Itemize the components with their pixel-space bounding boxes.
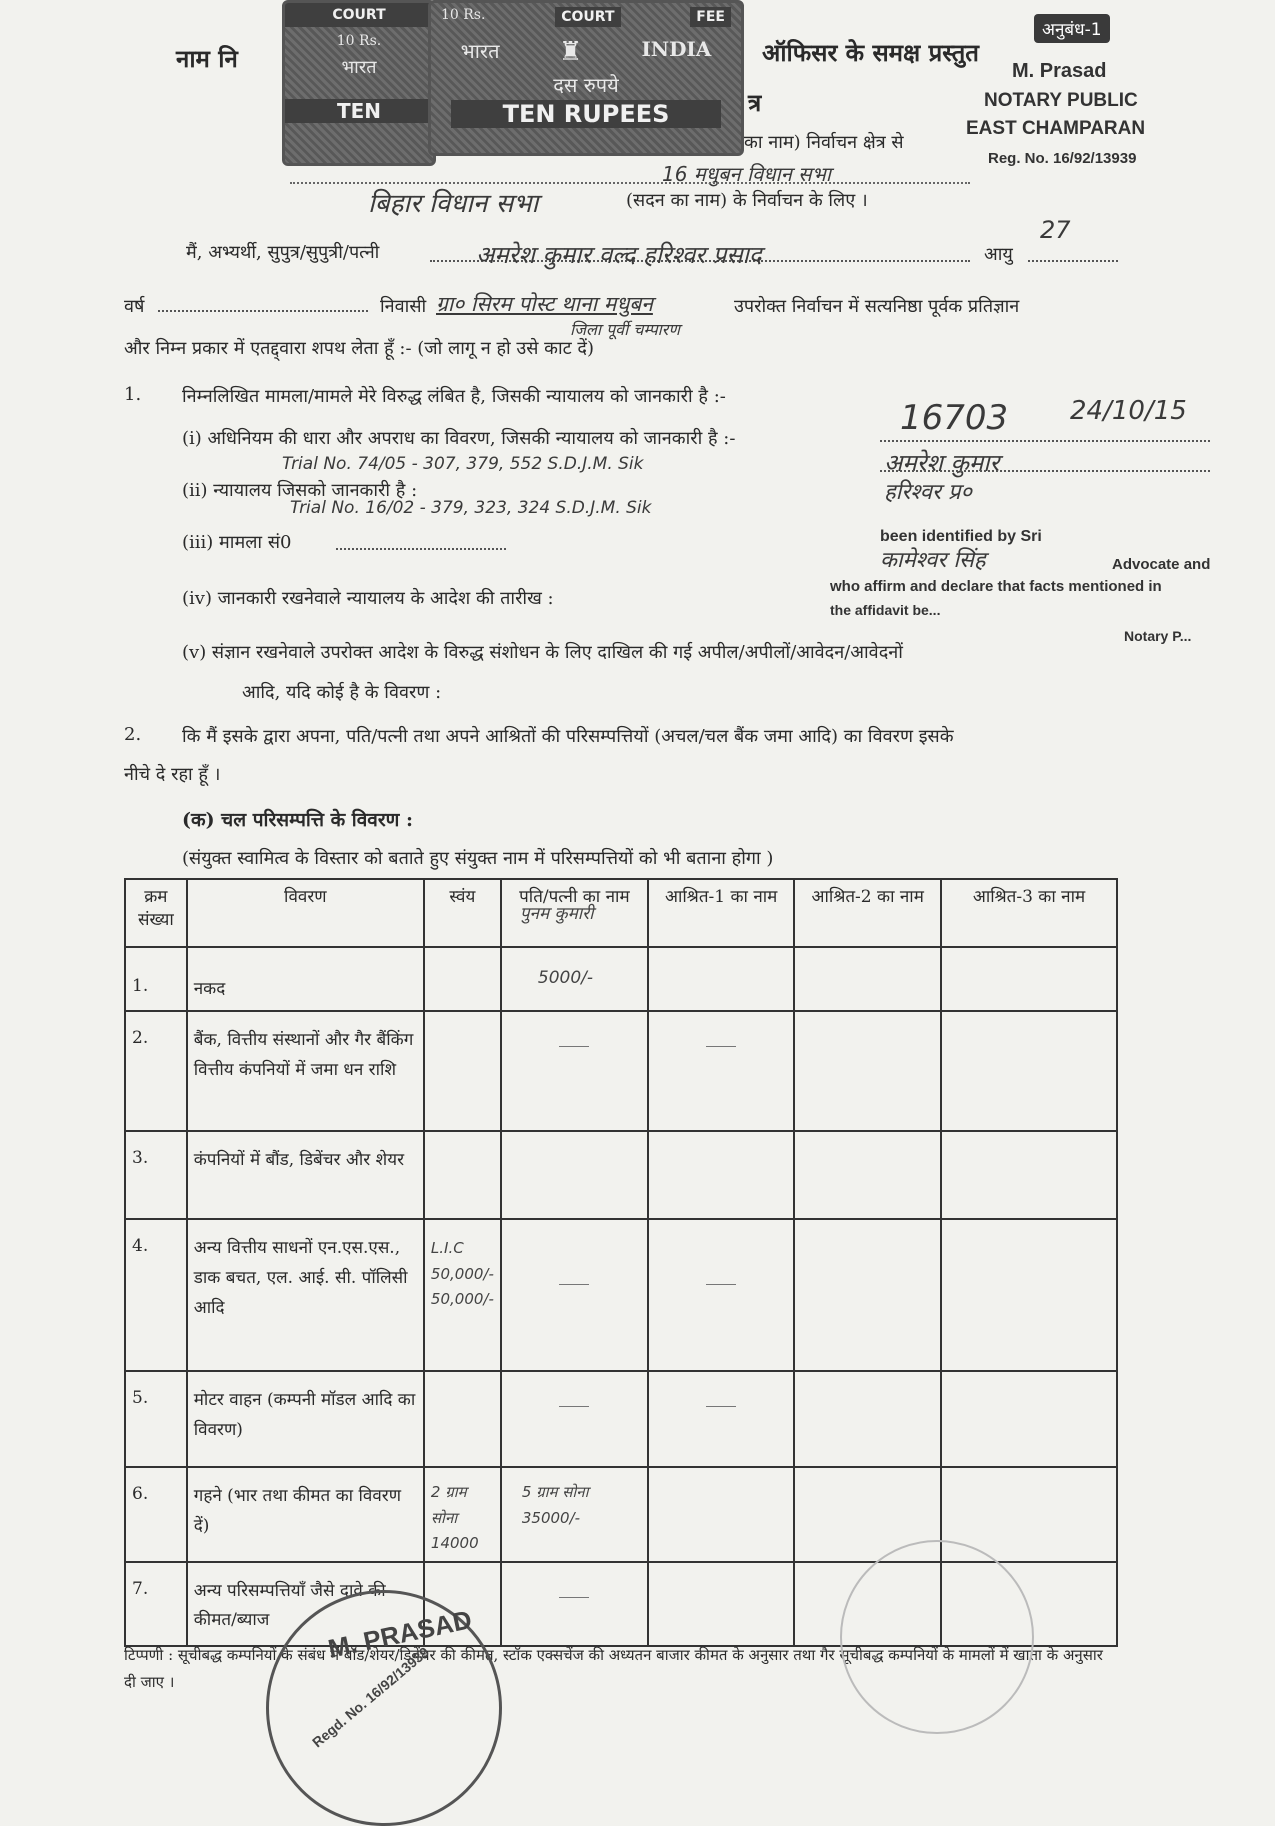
table-row: [125, 1219, 1117, 1371]
row-self-value: [424, 1011, 501, 1131]
handwritten-house: बिहार विधान सभा: [368, 189, 539, 219]
stamp-country: भारत: [341, 57, 377, 78]
stamp-denomination: 10 Rs.: [441, 7, 486, 23]
stamp-denomination: 10 Rs.: [336, 33, 382, 49]
row-dependent-2-value: [794, 947, 941, 1011]
row-dependent-2-value: [794, 1011, 941, 1131]
row-spouse-value: 5 ग्राम सोना 35000/-: [501, 1467, 648, 1562]
notary-reg: Reg. No. 16/92/13939: [988, 150, 1137, 167]
row-dependent-2-value: [794, 1131, 941, 1219]
title-line2: त्र: [748, 88, 762, 117]
candidate-prefix: मैं, अभ्यर्थी, सुपुत्र/सुपुत्री/पत्नी: [186, 242, 380, 263]
handwritten-candidate: अमरेश कुमार वल्द हरिश्वर प्रसाद: [476, 241, 762, 269]
annex-badge: अनुबंध-1: [1034, 14, 1110, 43]
handwritten-constituency: 16 मधुबन विधान सभा: [662, 162, 831, 186]
footnote: टिप्पणी : सूचीबद्ध कम्पनियों के संबंध में बॉड/शेयर/डिबेंचर की कीमत, स्टॉक एक्सचेंज की अध्यतन बाजार कीमत के अनुसार तथा गैर सूचीबद्ध कम्पनियों के मामलों में खाता के अनुसार दी जाए ।: [124, 1646, 1103, 1691]
row-description: गहने (भार तथा कीमत का विवरण दें): [187, 1467, 424, 1562]
header-dependent-2: आश्रित-2 का नाम: [794, 879, 941, 947]
item1-number: 1.: [124, 384, 142, 405]
sub-item-iv: (iv) जानकारी रखनेवाले न्यायालय के आदेश की तारीख :: [182, 588, 554, 609]
sub-item-i: (i) अधिनियम की धारा और अपराध का विवरण, जिसकी न्यायालय को जानकारी है :-: [182, 428, 736, 449]
row-dependent-1-value: [648, 947, 795, 1011]
house-suffix: (सदन का नाम) के निर्वाचन के लिए ।: [626, 190, 868, 211]
title-left: नाम नि: [176, 44, 238, 73]
dash-mark: [706, 1046, 736, 1047]
stamp-country-en: INDIA: [641, 37, 712, 61]
row-spouse-value: 5000/-: [501, 947, 648, 1011]
row-dependent-1-value: [648, 1011, 795, 1131]
table-row: [125, 1011, 1117, 1131]
row-dependent-1-value: [648, 1562, 795, 1646]
row-number: 7.: [125, 1562, 187, 1646]
emblem-icon: ♜: [558, 37, 583, 67]
handwritten-notary-person2: हरिश्वर प्र०: [884, 480, 972, 505]
row-number: 1.: [125, 947, 187, 1011]
item2-text: कि मैं इसके द्वारा अपना, पति/पत्नी तथा अपने आश्रितों की परिसम्पत्तियों (अचल/चल बैंक जमा आदि) का विवरण इसके: [182, 726, 954, 747]
table-header-row: [125, 879, 1117, 947]
row-dependent-1-value: [648, 1131, 795, 1219]
row-spouse-value: [501, 1131, 648, 1219]
handwritten-notary-date: 24/10/15: [1070, 396, 1187, 426]
row-spouse-value: [501, 1219, 648, 1371]
row-self-value: [424, 947, 501, 1011]
sub-item-v: (v) संज्ञान रखनेवाले उपरोक्त आदेश के विरुद्ध संशोधन के लिए दाखिल की गई अपील/अपीलों/आवेदन/आवेदनों: [182, 642, 903, 663]
stamp-country-hi: भारत: [460, 39, 500, 63]
handwritten-age: 27: [1040, 216, 1071, 244]
row-dependent-1-value: [648, 1371, 795, 1467]
faint-seal: [840, 1540, 1034, 1734]
handwritten-notary-no: 16703: [900, 398, 1009, 438]
case-no-dots: [336, 548, 506, 550]
sub-item-v-line2: आदि, यदि कोई है के विवरण :: [242, 682, 442, 703]
court-fee-stamp-left: [282, 0, 436, 166]
notary-rule-1: [880, 440, 1210, 442]
row-number: 2.: [125, 1011, 187, 1131]
row-number: 3.: [125, 1131, 187, 1219]
table-row: [125, 1131, 1117, 1219]
row-self-value: L.I.C 50,000/- 50,000/-: [424, 1219, 501, 1371]
handwritten-trial-2: Trial No. 16/02 - 379, 323, 324 S.D.J.M. Sik: [290, 498, 652, 518]
stamp-fee-label: FEE: [690, 7, 731, 27]
age-dots: [1028, 260, 1118, 262]
resident-label: निवासी: [380, 296, 427, 317]
row-self-value: [424, 1371, 501, 1467]
dash-mark: [706, 1284, 736, 1285]
header-spouse: [501, 879, 648, 947]
row-self-value: [424, 1131, 501, 1219]
row-description: नकद: [187, 947, 424, 1011]
year-label: वर्ष: [124, 296, 145, 317]
sub-item-ii: (ii) न्यायालय जिसको जानकारी है :: [182, 480, 418, 501]
stamp-words: TEN: [285, 99, 433, 123]
row-dependent-3-value: [941, 1219, 1117, 1371]
table-row: [125, 947, 1117, 1011]
row-description: मोटर वाहन (कम्पनी मॉडल आदि का विवरण): [187, 1371, 424, 1467]
notary-affidavit: the affidavit be...: [830, 602, 941, 618]
notary-identified: been identified by Sri: [880, 528, 1042, 545]
row-spouse-value: [501, 1011, 648, 1131]
handwritten-spouse-name: पुनम कुमारी: [519, 904, 594, 924]
year-dots: [158, 310, 368, 312]
item2-line2: नीचे दे रहा हूँ ।: [124, 764, 221, 785]
title-right: ऑफिसर के समक्ष प्रस्तुत: [762, 38, 979, 67]
header-serial: क्रम संख्या: [125, 879, 187, 947]
row-dependent-3-value: [941, 1011, 1117, 1131]
title-line3: का नाम) निर्वाचन क्षेत्र से: [744, 132, 904, 153]
header-dependent-1: आश्रित-1 का नाम: [648, 879, 795, 947]
row-dependent-1-value: [648, 1219, 795, 1371]
handwritten-identifier: कामेश्वर सिंह: [880, 548, 986, 573]
table-row: [125, 1371, 1117, 1467]
notary-short: Notary P...: [1124, 628, 1192, 644]
stamp-court-label: COURT: [555, 7, 620, 27]
dash-mark: [559, 1597, 589, 1598]
row-dependent-1-value: [648, 1467, 795, 1562]
row-number: 5.: [125, 1371, 187, 1467]
row-description: अन्य वित्तीय साधनों एन.एस.एस., डाक बचत, एल. आई. सी. पॉलिसी आदि: [187, 1219, 424, 1371]
stamp-words-en: TEN RUPEES: [451, 100, 721, 128]
oath-line2: और निम्न प्रकार में एतद्द्वारा शपथ लेता हूँ :- (जो लागू न हो उसे काट दें): [124, 338, 594, 359]
dash-mark: [559, 1046, 589, 1047]
header-dependent-3: आश्रित-3 का नाम: [941, 879, 1117, 947]
stamp-words-hi: दस रुपये: [553, 73, 619, 97]
handwritten-address: ग्रा० सिरम पोस्ट थाना मधुबन: [436, 292, 653, 316]
sub-item-iii: (iii) मामला सं0: [182, 532, 292, 553]
handwritten-notary-person: अमरेश कुमार: [884, 449, 1000, 477]
row-description: कंपनियों में बौंड, डिबेंचर और शेयर: [187, 1131, 424, 1219]
notary-name: M. Prasad: [1012, 60, 1107, 82]
oath-suffix: उपरोक्त निर्वाचन में सत्यनिष्ठा पूर्वक प्रतिज्ञान: [734, 296, 1020, 317]
notary-place: EAST CHAMPARAN: [966, 118, 1146, 139]
item2-number: 2.: [124, 724, 142, 745]
row-spouse-value: [501, 1562, 648, 1646]
movable-assets-table: [124, 878, 1118, 1647]
dash-mark: [559, 1406, 589, 1407]
notary-title: NOTARY PUBLIC: [984, 90, 1138, 111]
item1-text: निम्नलिखित मामला/मामले मेरे विरुद्ध लंबित है, जिसकी न्यायालय को जानकारी है :-: [182, 386, 726, 407]
section-a-heading: (क) चल परिसम्पत्ति के विवरण :: [182, 809, 413, 831]
row-dependent-2-value: [794, 1219, 941, 1371]
row-description: बैंक, वित्तीय संस्थानों और गैर बैंकिंग वित्तीय कंपनियों में जमा धन राशि: [187, 1011, 424, 1131]
handwritten-district: जिला पूर्वी चम्पारण: [570, 320, 680, 339]
row-spouse-value: [501, 1371, 648, 1467]
row-number: 6.: [125, 1467, 187, 1562]
stamp-court-label: COURT: [285, 3, 433, 27]
dash-mark: [706, 1406, 736, 1407]
row-dependent-2-value: [794, 1371, 941, 1467]
section-a-note: (संयुक्त स्वामित्व के विस्तार को बताते हुए संयुक्त नाम में परिसम्पत्तियों को भी बताना होगा ): [182, 848, 774, 869]
row-number: 4.: [125, 1219, 187, 1371]
notary-seal: [266, 1590, 502, 1826]
age-label: आयु: [984, 244, 1013, 265]
notary-rule-2: [880, 470, 1210, 472]
row-dependent-3-value: [941, 1371, 1117, 1467]
seal-sub: Regd. No. 16/92/13939: [309, 1643, 433, 1751]
header-self: स्वंय: [424, 879, 501, 947]
header-spouse-label: पति/पत्नी का नाम: [519, 887, 630, 907]
row-dependent-3-value: [941, 1131, 1117, 1219]
notary-affirm: who affirm and declare that facts mentioned in: [830, 578, 1162, 595]
court-fee-stamp-right: [428, 0, 744, 156]
handwritten-trial-1: Trial No. 74/05 - 307, 379, 552 S.D.J.M. Sik: [282, 454, 644, 474]
notary-advocate: Advocate and: [1112, 556, 1211, 573]
header-description: विवरण: [187, 879, 424, 947]
row-self-value: 2 ग्राम सोना 14000: [424, 1467, 501, 1562]
row-dependent-3-value: [941, 947, 1117, 1011]
seal-text: M. PRASAD: [325, 1604, 475, 1664]
row-description: अन्य परिसम्पत्तियाँ जैसे दावे की कीमत/ब्याज: [187, 1562, 424, 1646]
dash-mark: [559, 1284, 589, 1285]
